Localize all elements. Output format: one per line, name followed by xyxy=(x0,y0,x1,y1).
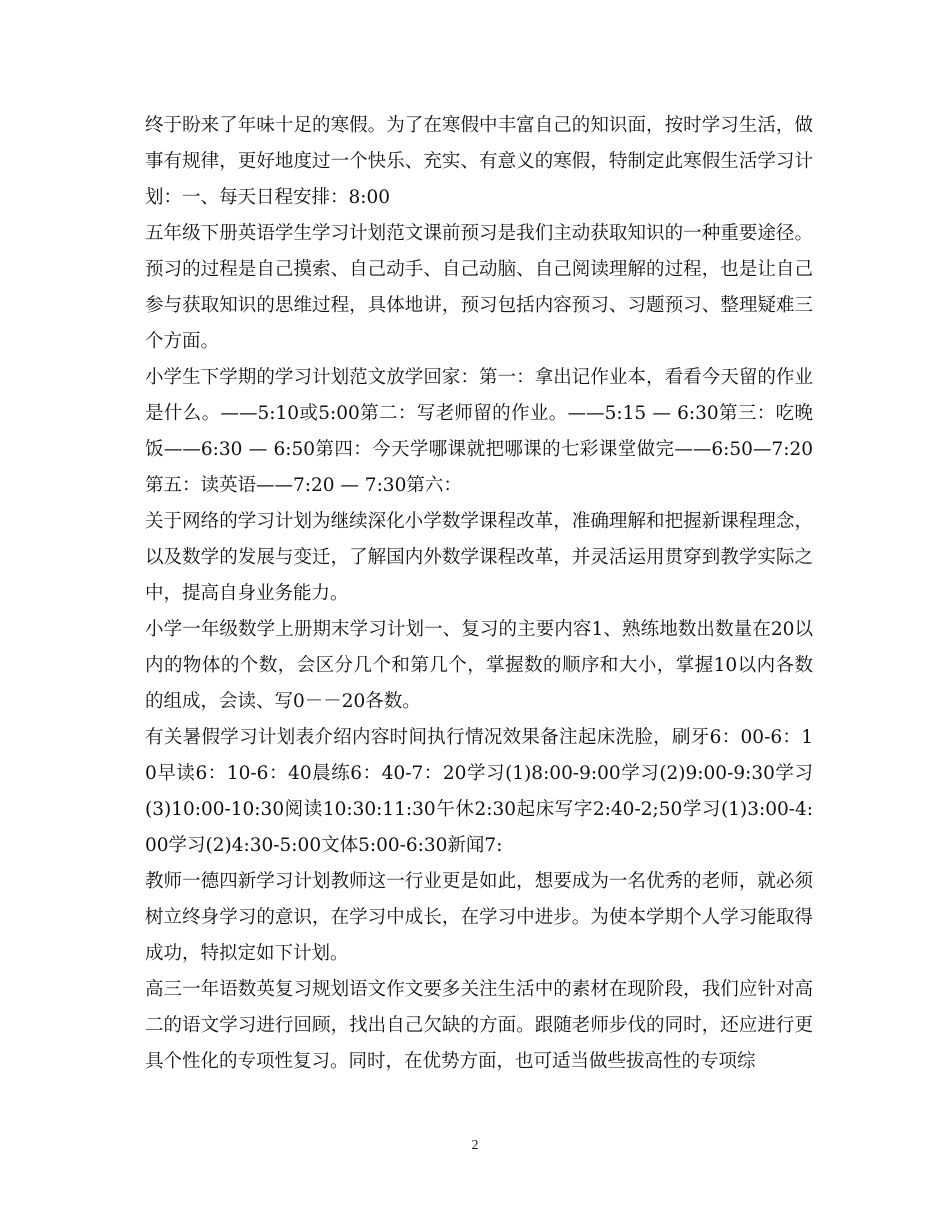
paragraph-grade-one-math-review: 小学一年级数学上册期末学习计划一、复习的主要内容1、熟练地数出数量在20以内的物体的个数，会区分几个和第几个，掌握数的顺序和大小，掌握10以内各数的组成，会读、写0－－20各数。 xyxy=(145,619,813,712)
paragraph-math-curriculum-plan: 关于网络的学习计划为继续深化小学数学课程改革，准确理解和把握新课程理念，以及数学的发展与变迁，了解国内外数学课程改革，并灵活运用贯穿到教学实际之中，提高自身业务能力。 xyxy=(145,511,813,604)
paragraph-winter-vacation-plan: 终于盼来了年味十足的寒假。为了在寒假中丰富自己的知识面，按时学习生活，做事有规律，更好地度过一个快乐、充实、有意义的寒假，特制定此寒假生活学习计划：一、每天日程安排：8:00 xyxy=(145,115,813,208)
paragraph-english-preview-plan: 五年级下册英语学生学习计划范文课前预习是我们主动获取知识的一种重要途径。预习的过程是自己摸索、自己动手、自己动脑、自己阅读理解的过程，也是让自己参与获取知识的思维过程，具体地讲，预习包括内容预习、习题预习、整理疑难三个方面。 xyxy=(145,223,813,352)
paragraph-teacher-study-plan: 教师一德四新学习计划教师这一行业更是如此，想要成为一名优秀的老师，就必须树立终身学习的意识，在学习中成长，在学习中进步。为使本学期个人学习能取得成功，特拟定如下计划。 xyxy=(145,871,813,964)
paragraph-senior-review-plan: 高三一年语数英复习规划语文作文要多关注生活中的素材在现阶段，我们应针对高二的语文学习进行回顾，找出自己欠缺的方面。跟随老师步伐的同时，还应进行更具个性化的专项性复习。同时，在优势方面，也可适当做些拔高性的专项综 xyxy=(145,979,813,1072)
paragraph-summer-schedule: 有关暑假学习计划表介绍内容时间执行情况效果备注起床洗脸，刷牙6：00-6：10早读6：10-6：40晨练6：40-7：20学习(1)8:00-9:00学习(2)9:00-9:30学习(3)10:00-10:30阅读10:30:11:30午休2:30起床写字2:40-2;50学习(1)3:00-4:00学习(2)4:30-5:00文体5:00-6:30新闻7: xyxy=(145,727,813,856)
document-body xyxy=(145,108,813,1080)
paragraph-after-school-schedule: 小学生下学期的学习计划范文放学回家：第一：拿出记作业本，看看今天留的作业是什么。——5:10或5:00第二：写老师留的作业。——5:15 — 6:30第三：吃晚饭——6:30 — 6:50第四：今天学哪课就把哪课的七彩课堂做完——6:50—7:20第五：读英语——7:20 — 7:30第六： xyxy=(145,367,813,496)
page-number: 2 xyxy=(471,1138,479,1153)
